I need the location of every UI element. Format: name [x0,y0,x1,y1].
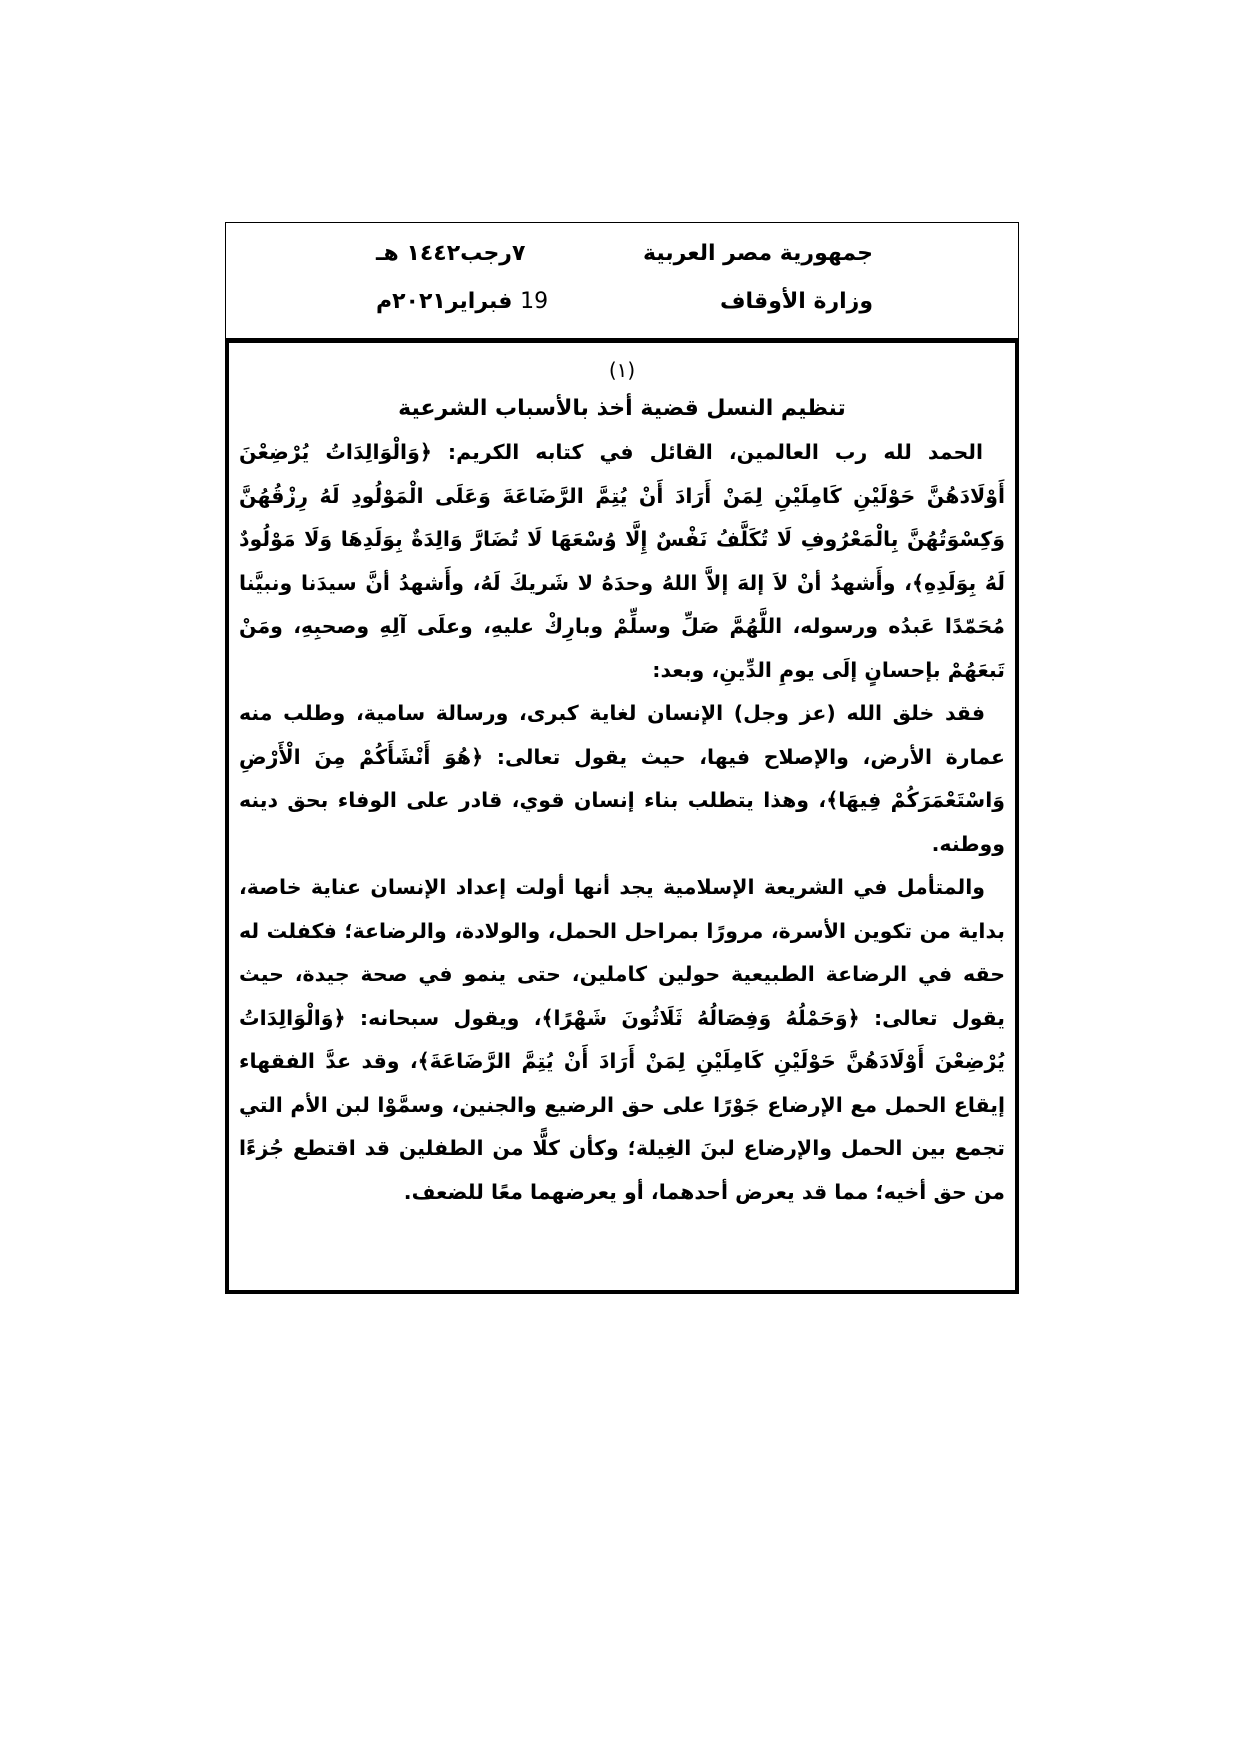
document-title: تنظيم النسل قضية أخذ بالأسباب الشرعية [398,396,846,421]
country-name: جمهورية مصر العربية [643,241,873,266]
hijri-date: ٧رجب١٤٤٢ هـ [376,241,526,266]
document-frame [225,222,1019,1294]
header-line-1 [226,241,1018,281]
paragraph-1: الحمد لله رب العالمين، القائل في كتابه الكريم: ﴿وَالْوَالِدَاتُ يُرْضِعْنَ أَوْلَادَهُنَّ حَوْلَيْنِ كَامِلَيْنِ لِمَنْ أَرَادَ أَنْ يُتِمَّ الرَّضَاعَةَ وَعَلَى الْمَوْلُودِ لَهُ رِزْقُهُنَّ وَكِسْوَتُهُنَّ بِالْمَعْرُوفِ لَا تُكَلَّفُ نَفْسٌ إِلَّا وُسْعَهَا لَا تُضَارَّ وَالِدَةٌ بِوَلَدِهَا وَلَا مَوْلُودٌ لَهُ بِوَلَدِهِ﴾، وأَشهدُ أنْ لاَ إلهَ إلاَّ اللهُ وحدَهُ لا شَريكَ لَهُ، وأَشهدُ أنَّ سيدَنا ونبيَّنا مُحَمّدًا عَبدُه ورسوله، اللَّهُمَّ صَلِّ وسلِّمْ وبارِكْ عليهِ، وعلَى آلِهِ وصحبِهِ، ومَنْ تَبعَهُمْ بإحسانٍ إلَى يومِ الدِّينِ، وبعد: [239,440,1005,682]
gregorian-day: 19 [520,289,549,314]
content [239,355,1005,1214]
document-body [225,339,1019,1294]
ministry-name: وزارة الأوقاف [719,289,873,314]
document-header [225,222,1019,339]
gregorian-date [376,289,548,314]
paragraph-3: والمتأمل في الشريعة الإسلامية يجد أنها أولت إعداد الإنسان عناية خاصة، بداية من تكوين الأسرة، مرورًا بمراحل الحمل، والولادة، والرضاعة؛ فكفلت له حقه في الرضاعة الطبيعية حولين كاملين، حتى ينمو في صحة جيدة، حيث يقول تعالى: ﴿وَحَمْلُهُ وَفِصَالُهُ ثَلَاثُونَ شَهْرًا﴾، ويقول سبحانه: ﴿وَالْوَالِدَاتُ يُرْضِعْنَ أَوْلَادَهُنَّ حَوْلَيْنِ كَامِلَيْنِ لِمَنْ أَرَادَ أَنْ يُتِمَّ الرَّضَاعَةَ﴾، وقد عدَّ الفقهاء إيقاع الحمل مع الإرضاع جَوْرًا على حق الرضيع والجنين، وسمَّوْا لبن الأم التي تجمع بين الحمل والإرضاع لبنَ الغِيلة؛ وكأن كلًّا من الطفلين قد اقتطع جُزءًا من حق أخيه؛ مما قد يعرض أحدهما، أو يعرضهما معًا للضعف. [239,875,1005,1204]
header-line-2 [226,289,1018,329]
gregorian-month-year: فبراير٢٠٢١م [376,289,513,314]
page-number: (١) [608,358,636,382]
paragraph-2: فقد خلق الله (عز وجل) الإنسان لغاية كبرى، ورسالة سامية، وطلب منه عمارة الأرض، والإصلاح فيها، حيث يقول تعالى: ﴿هُوَ أَنْشَأَكُمْ مِنَ الْأَرْضِ وَاسْتَعْمَرَكُمْ فِيهَا﴾، وهذا يتطلب بناء إنسان قوي، قادر على الوفاء بحق دينه ووطنه. [239,701,1005,856]
